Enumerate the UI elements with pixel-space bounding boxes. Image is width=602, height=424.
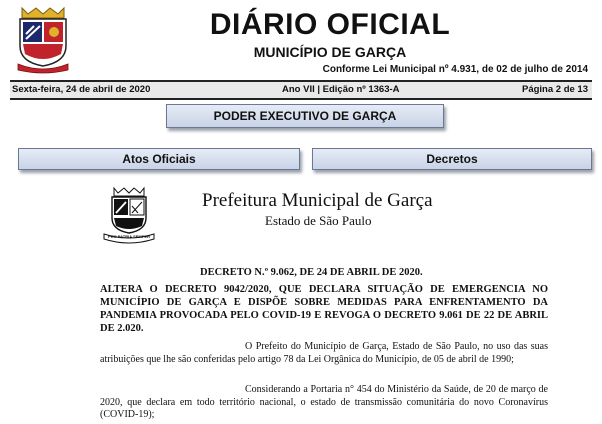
page-indicator: Página 2 de 13 (521, 84, 588, 95)
section-decretos: Decretos (312, 148, 592, 170)
paragraph-preamble-text: O Prefeito do Município de Garça, Estado de São Paulo, no uso das suas atribuições que lhe são conferidas pelo artigo 78 da Lei Orgânica do Município, de 05 de abril de 1990; (100, 341, 548, 365)
edition-info-bar (10, 80, 592, 100)
executive-power-header: PODER EXECUTIVO DE GARÇA (166, 104, 444, 128)
law-reference: Conforme Lei Municipal nº 4.931, de 02 de julho de 2014 (322, 64, 588, 75)
issue-date: Sexta-feira, 24 de abril de 2020 (12, 84, 151, 95)
prefeitura-crest-icon (102, 186, 156, 244)
edition-number: Ano VII | Edição nº 1363-A (282, 84, 400, 95)
newspaper-title: DIÁRIO OFICIAL (209, 8, 451, 41)
paragraph-considering (100, 384, 548, 422)
prefeitura-name: Prefeitura Municipal de Garça (202, 190, 433, 211)
decree-title: DECRETO N.º 9.062, DE 24 DE ABRIL DE 2020. (200, 267, 423, 278)
crest-motto: PRO PATRIA SEMPER (108, 234, 150, 239)
paragraph-preamble (100, 341, 548, 366)
paragraph-considering-text: Considerando a Portaria n° 454 do Ministério da Saúde, de 20 de março de 2020, que declara em todo território nacional, o estado de transmissão comunitária do novo Coronavírus (COVID-19); (100, 384, 548, 420)
state-name: Estado de São Paulo (265, 213, 372, 228)
section-atos-oficiais: Atos Oficiais (18, 148, 300, 170)
diario-crest-icon (14, 6, 72, 74)
municipality-subtitle: MUNICÍPIO DE GARÇA (253, 44, 407, 60)
decree-summary: ALTERA O DECRETO 9042/2020, QUE DECLARA SITUAÇÃO DE EMERGENCIA NO MUNICÍPIO DE GARÇA E DISPÕE SOBRE MEDIDAS PARA ENFRENTAMENTO DA PANDEMIA PROVOCADA PELO COVID-19 E REVOGA O DECRETO 9.061 DE 22 DE ABRIL DE 2.020. (100, 284, 548, 334)
